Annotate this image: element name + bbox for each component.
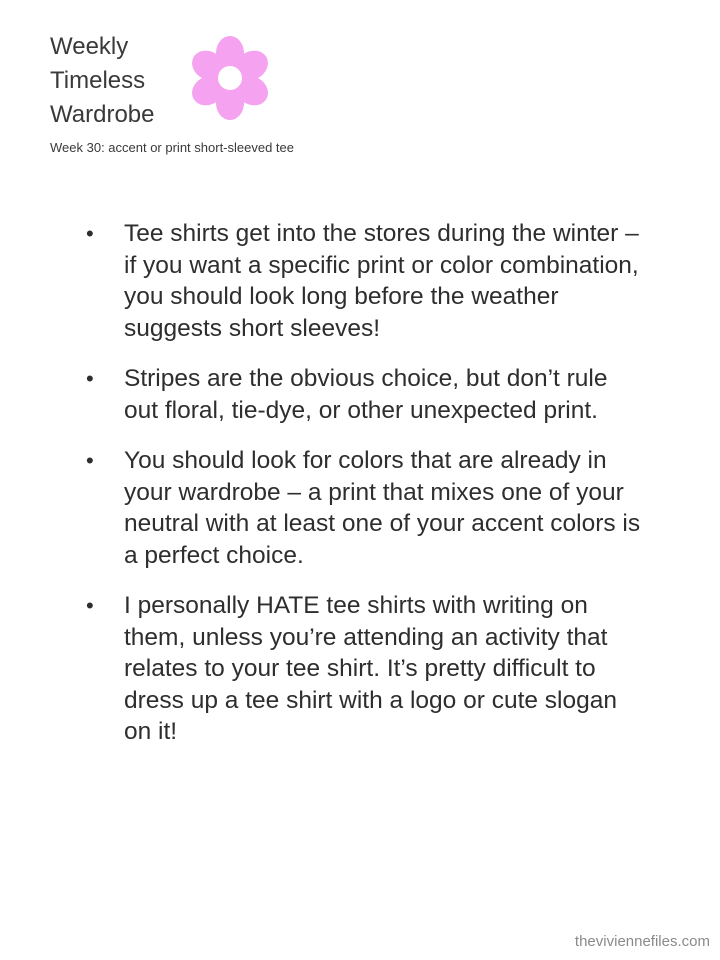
bullet-item <box>86 445 646 571</box>
site-watermark: theviviennefiles.com <box>574 933 710 950</box>
week-subtitle: Week 30: accent or print short-sleeved tee <box>50 140 294 155</box>
title-line-3: Wardrobe <box>50 101 155 128</box>
title-line-1: Weekly <box>50 33 129 60</box>
page-title <box>50 30 154 132</box>
bullet-text: Tee shirts get into the stores during the winter – if you want a specific print or color combination, you should look long before the weather suggests short sleeves! <box>124 220 639 342</box>
bullet-marker: • <box>86 221 94 246</box>
bullet-text: Stripes are the obvious choice, but don’t rule out floral, tie-dye, or other unexpected print. <box>124 365 608 424</box>
bullet-item <box>86 218 646 344</box>
flower-icon <box>186 34 274 122</box>
bullet-marker: • <box>86 593 94 618</box>
bullet-text: I personally HATE tee shirts with writing on them, unless you’re attending an activity that relates to your tee shirt. It’s pretty difficult to dress up a tee shirt with a logo or cute slogan on it! <box>124 592 618 745</box>
flower-center <box>218 66 242 90</box>
title-line-2: Timeless <box>50 67 146 94</box>
bullet-marker: • <box>86 366 94 391</box>
bullet-item <box>86 590 646 748</box>
bullet-item <box>86 363 646 426</box>
bullet-list <box>86 218 646 767</box>
bullet-marker: • <box>86 448 94 473</box>
bullet-text: You should look for colors that are already in your wardrobe – a print that mixes one of your neutral with at least one of your accent colors is a perfect choice. <box>124 447 641 569</box>
